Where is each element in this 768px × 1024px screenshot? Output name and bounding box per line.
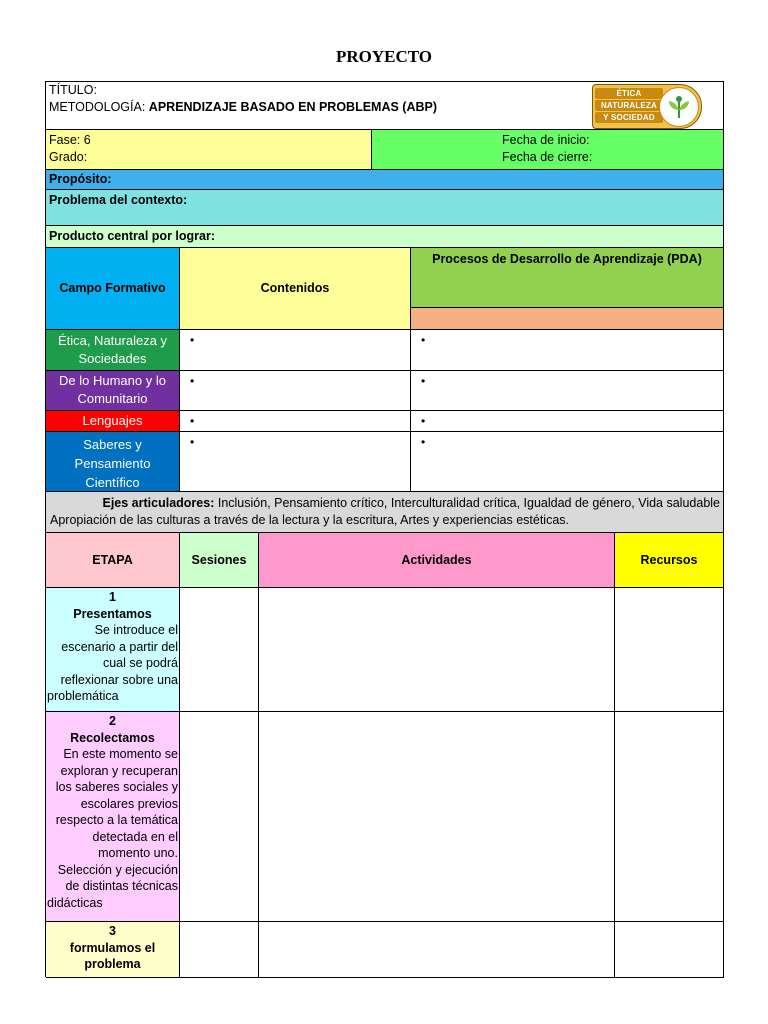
logo-line: ÉTICA <box>595 88 663 99</box>
page-title: PROYECTO <box>335 47 433 66</box>
proposito-row: Propósito: <box>45 169 724 190</box>
sesiones-etapa-3[interactable] <box>180 922 259 978</box>
etapa-desc-line: escolares previos <box>80 796 178 811</box>
recursos-etapa-3[interactable] <box>615 922 724 978</box>
pda-lenguajes[interactable] <box>411 411 724 432</box>
etapa-desc-line: escenario a partir del <box>61 639 178 654</box>
etapa-desc-line: Se introduce el <box>94 623 178 637</box>
actividades-etapa-2[interactable] <box>259 712 615 922</box>
campo-humano-line: Comunitario <box>77 391 148 406</box>
etapa-name: formulamos el <box>69 940 156 955</box>
grado-label: Grado: <box>49 150 88 164</box>
fecha-inicio-label: Fecha de inicio: <box>502 133 590 147</box>
metodologia-label: METODOLOGÍA: <box>49 100 149 114</box>
header-campo-formativo: Campo Formativo <box>46 248 180 330</box>
metodologia-line <box>49 100 437 114</box>
header-pda: Procesos de Desarrollo de Aprendizaje (PDA) <box>411 248 724 308</box>
etapas-table <box>45 532 724 977</box>
ejes-text-1: Inclusión, Pensamiento crítico, Interculturalidad crítica, Igualdad de género, Vida saludable <box>217 496 720 510</box>
etapa-number: 2 <box>109 714 116 728</box>
campo-saberes <box>46 432 180 493</box>
problema-row: Problema del contexto: <box>45 189 724 226</box>
bullet: • <box>421 333 426 347</box>
fase-value: 6 <box>83 133 91 147</box>
etapa-number: 3 <box>109 924 116 938</box>
etapa-desc-line: respecto a la temática <box>55 813 178 827</box>
header-sesiones: Sesiones <box>180 533 259 588</box>
fecha-cierre-label: Fecha de cierre: <box>502 150 593 164</box>
etapa-desc-line: reflexionar sobre una <box>60 672 178 687</box>
etapa-desc-line: detectada en el <box>92 829 178 844</box>
fase-line <box>49 133 91 147</box>
header-actividades: Actividades <box>259 533 615 588</box>
pda-etica[interactable] <box>411 330 724 371</box>
fase-cell <box>45 129 372 170</box>
bullet: • <box>190 414 195 428</box>
etapa-name: Presentamos <box>73 606 152 621</box>
etica-naturaleza-logo <box>592 84 702 129</box>
bullet: • <box>421 374 426 388</box>
contenidos-etica[interactable] <box>180 330 411 371</box>
etapa-name: Recolectamos <box>70 730 155 745</box>
etapa-desc-line: Selección y ejecución <box>57 862 178 877</box>
etapa-desc-line: En este momento se <box>63 747 178 761</box>
recursos-etapa-1[interactable] <box>615 588 724 712</box>
campo-lenguajes <box>46 411 180 432</box>
sesiones-etapa-2[interactable] <box>180 712 259 922</box>
etapa-desc-line: los saberes sociales y <box>55 780 178 794</box>
etapa-desc-line: didácticas <box>47 895 103 910</box>
etapa-desc-line: problemática <box>47 689 119 703</box>
actividades-etapa-3[interactable] <box>259 922 615 978</box>
header-contenidos: Contenidos <box>180 248 411 330</box>
contenidos-lenguajes[interactable] <box>180 411 411 432</box>
bullet: • <box>190 435 195 449</box>
bullet: • <box>421 414 426 428</box>
campo-etica <box>46 330 180 371</box>
campo-humano-line: De lo Humano y lo <box>59 373 166 388</box>
header-recursos: Recursos <box>615 533 724 588</box>
etapa-desc-line: momento uno. <box>98 846 178 860</box>
campo-etica-line: Ética, Naturaleza y <box>57 333 168 348</box>
actividades-etapa-1[interactable] <box>259 588 615 712</box>
campo-saberes-line: Saberes y <box>83 437 142 452</box>
etapa-desc-line: cual se podrá <box>102 656 178 670</box>
contenidos-humano[interactable] <box>180 371 411 411</box>
campo-saberes-line: Científico <box>85 475 140 490</box>
logo-line: NATURALEZA <box>595 100 663 111</box>
bullet: • <box>421 435 426 449</box>
bullet: • <box>190 333 195 347</box>
campo-lenguajes-line: Lenguajes <box>82 413 143 428</box>
campo-table <box>45 247 724 492</box>
logo-line: Y SOCIEDAD <box>595 112 663 123</box>
campo-humano <box>46 371 180 411</box>
ejes-articuladores <box>45 491 724 533</box>
fase-label: Fase: <box>49 133 81 147</box>
etapa-2 <box>46 712 180 922</box>
ejes-line-1 <box>50 495 720 512</box>
contenidos-saberes[interactable] <box>180 432 411 493</box>
sesiones-etapa-1[interactable] <box>180 588 259 712</box>
producto-row: Producto central por lograr: <box>45 225 724 248</box>
campo-saberes-line: Pensamiento <box>74 456 151 471</box>
header-etapa: ETAPA <box>46 533 180 588</box>
recursos-etapa-2[interactable] <box>615 712 724 922</box>
titulo-label: TÍTULO: <box>49 83 97 97</box>
bullet: • <box>190 374 195 388</box>
campo-etica-line: Sociedades <box>78 351 147 366</box>
etapa-number: 1 <box>109 590 116 604</box>
pda-subheader <box>411 308 724 330</box>
fechas-cell <box>371 129 724 170</box>
pda-saberes[interactable] <box>411 432 724 493</box>
etapa-name: problema <box>84 957 141 971</box>
pda-humano[interactable] <box>411 371 724 411</box>
ejes-label: Ejes articuladores: <box>102 496 215 510</box>
ejes-line-2: Apropiación de las culturas a través de la lectura y la escritura, Artes y experiencias estéticas. <box>50 513 570 527</box>
metodologia-value: APRENDIZAJE BASADO EN PROBLEMAS (ABP) <box>148 100 438 114</box>
etapa-3 <box>46 922 180 978</box>
etapa-1 <box>46 588 180 712</box>
etapa-desc-line: exploran y recuperan <box>60 763 178 778</box>
logo-emblem-icon <box>659 87 699 127</box>
etapa-desc-line: de distintas técnicas <box>65 879 178 893</box>
